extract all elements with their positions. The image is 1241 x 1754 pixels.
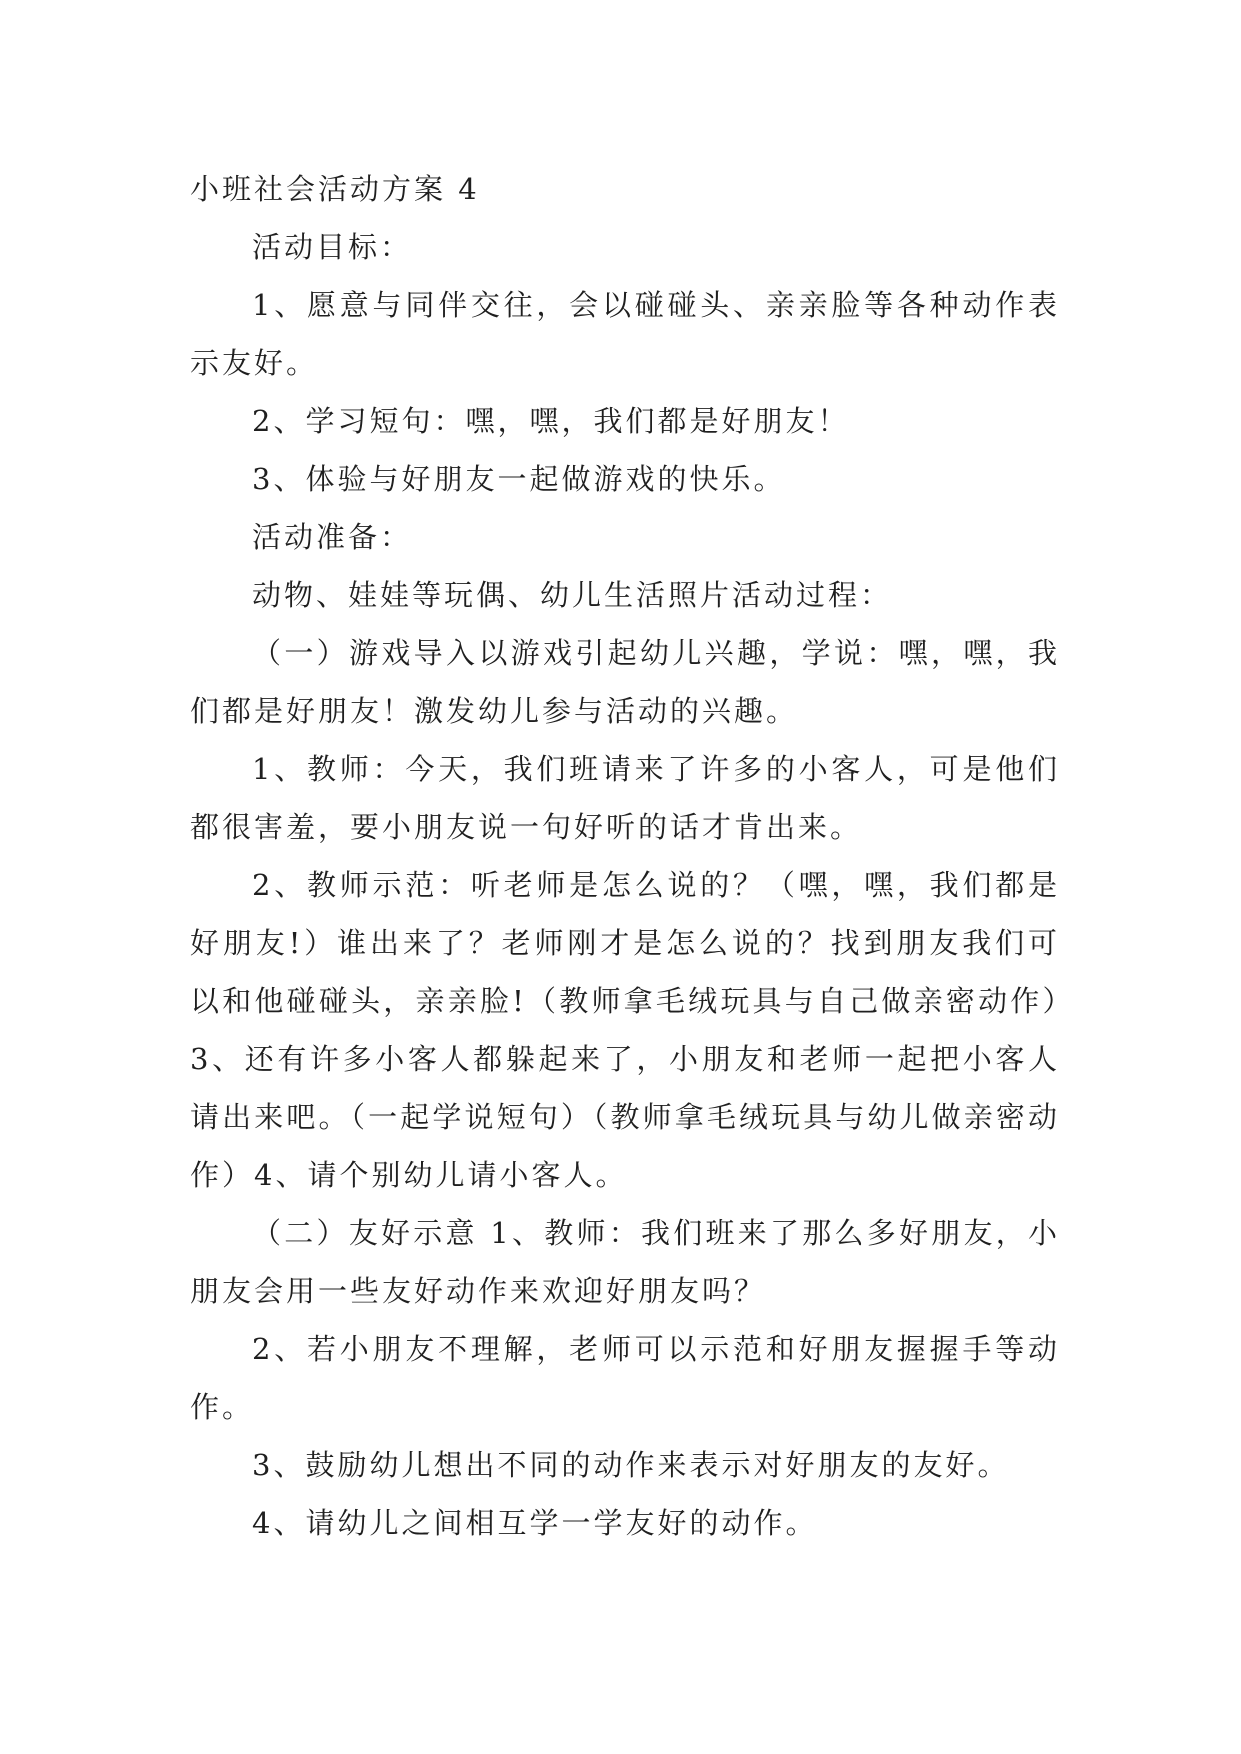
paragraph: 1、愿意与同伴交往，会以碰碰头、亲亲脸等各种动作表示友好。	[190, 288, 1060, 380]
paragraph: 2、学习短句：嘿，嘿，我们都是好朋友！	[252, 404, 850, 438]
paragraph: 活动目标：	[252, 230, 413, 264]
paragraph: 动物、娃娃等玩偶、幼儿生活照片活动过程：	[252, 578, 893, 612]
document-body	[190, 160, 1060, 1552]
document-title: 小班社会活动方案 4	[190, 172, 480, 206]
paragraph: （二）友好示意 1、教师：我们班来了那么多好朋友，小朋友会用一些友好动作来欢迎好朋友吗？	[190, 1216, 1060, 1308]
paragraph: 活动准备：	[252, 520, 413, 554]
paragraph: 4、请幼儿之间相互学一学友好的动作。	[252, 1506, 818, 1540]
paragraph: 2、若小朋友不理解，老师可以示范和好朋友握握手等动作。	[190, 1332, 1060, 1424]
paragraph: 3、鼓励幼儿想出不同的动作来表示对好朋友的友好。	[252, 1448, 1010, 1482]
paragraph: 3、体验与好朋友一起做游戏的快乐。	[252, 462, 786, 496]
paragraph: 2、教师示范：听老师是怎么说的？（嘿，嘿，我们都是好朋友!）谁出来了？老师刚才是怎么说的？找到朋友我们可以和他碰碰头，亲亲脸!（教师拿毛绒玩具与自己做亲密动作）3、还有许多小客人都躲起来了，小朋友和老师一起把小客人请出来吧。（一起学说短句）（教师拿毛绒玩具与幼儿做亲密动作）4、请个别幼儿请小客人。	[190, 868, 1060, 1192]
paragraph: 1、教师：今天，我们班请来了许多的小客人，可是他们都很害羞，要小朋友说一句好听的话才肯出来。	[190, 752, 1060, 844]
paragraph: （一）游戏导入以游戏引起幼儿兴趣，学说：嘿，嘿，我们都是好朋友！激发幼儿参与活动的兴趣。	[190, 636, 1060, 728]
